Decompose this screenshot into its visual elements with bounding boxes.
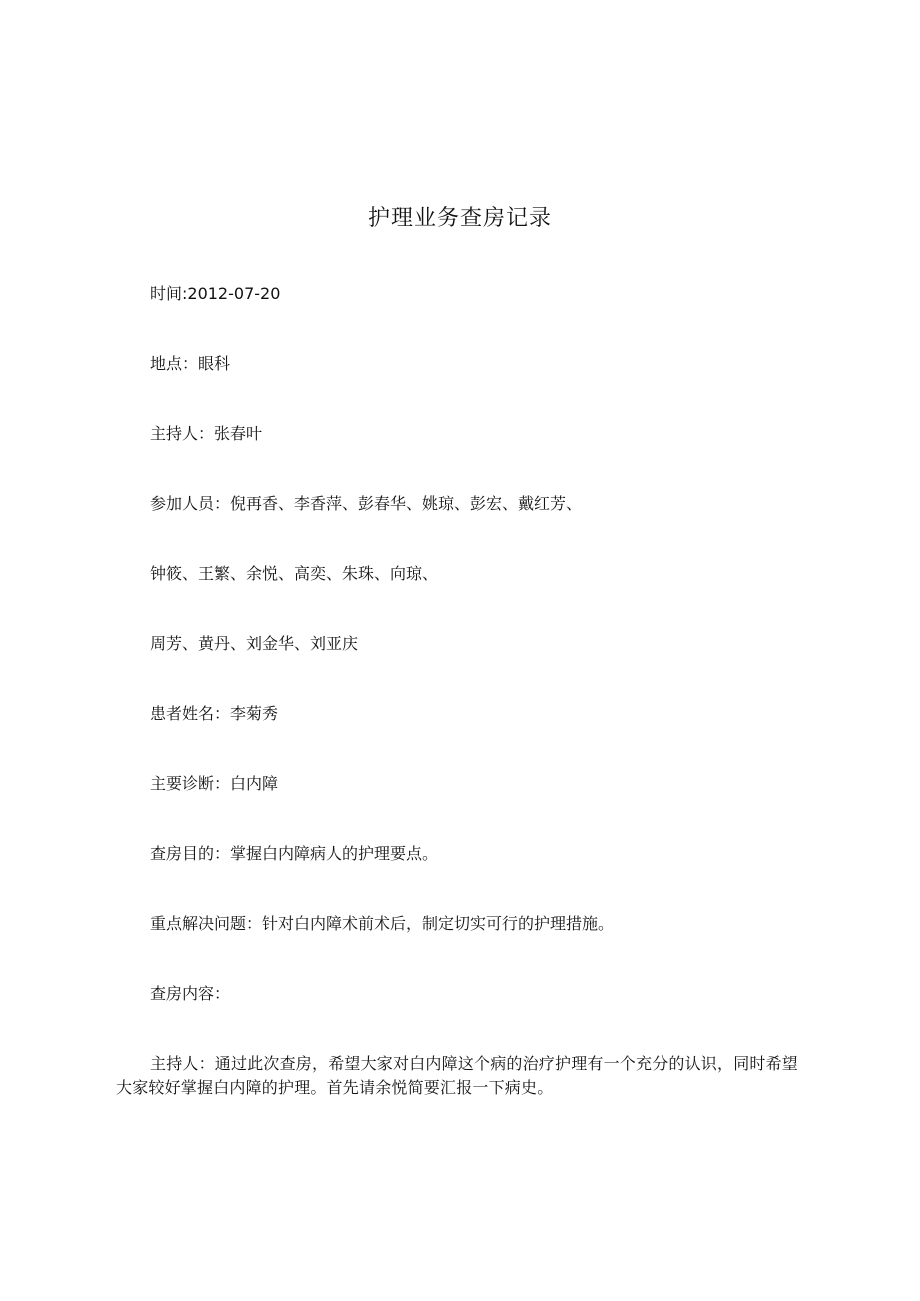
field-time: 时间:2012-07-20 xyxy=(150,284,281,303)
field-location: 地点：眼科 xyxy=(150,354,231,373)
field-host: 主持人：张春叶 xyxy=(150,424,263,443)
field-diagnosis: 主要诊断：白内障 xyxy=(150,774,279,793)
document-title: 护理业务查房记录 xyxy=(367,206,552,231)
field-participants-line-2: 钟筱、王繁、余悦、高奕、朱珠、向琼、 xyxy=(150,564,439,583)
field-purpose: 查房目的：掌握白内障病人的护理要点。 xyxy=(150,844,439,863)
field-key-issue: 重点解决问题：针对白内障术前术后，制定切实可行的护理措施。 xyxy=(150,914,615,933)
field-patient-name: 患者姓名：李菊秀 xyxy=(150,704,279,723)
field-participants-line-3: 周芳、黄丹、刘金华、刘亚庆 xyxy=(150,634,359,653)
field-participants-line-1: 参加人员：倪再香、李香萍、彭春华、姚琼、彭宏、戴红芳、 xyxy=(150,494,583,513)
host-paragraph: 主持人：通过此次查房，希望大家对白内障这个病的治疗护理有一个充分的认识，同时希望大家较好掌握白内障的护理。首先请余悦简要汇报一下病史。 xyxy=(116,1054,799,1097)
field-content-heading: 查房内容： xyxy=(150,984,231,1003)
